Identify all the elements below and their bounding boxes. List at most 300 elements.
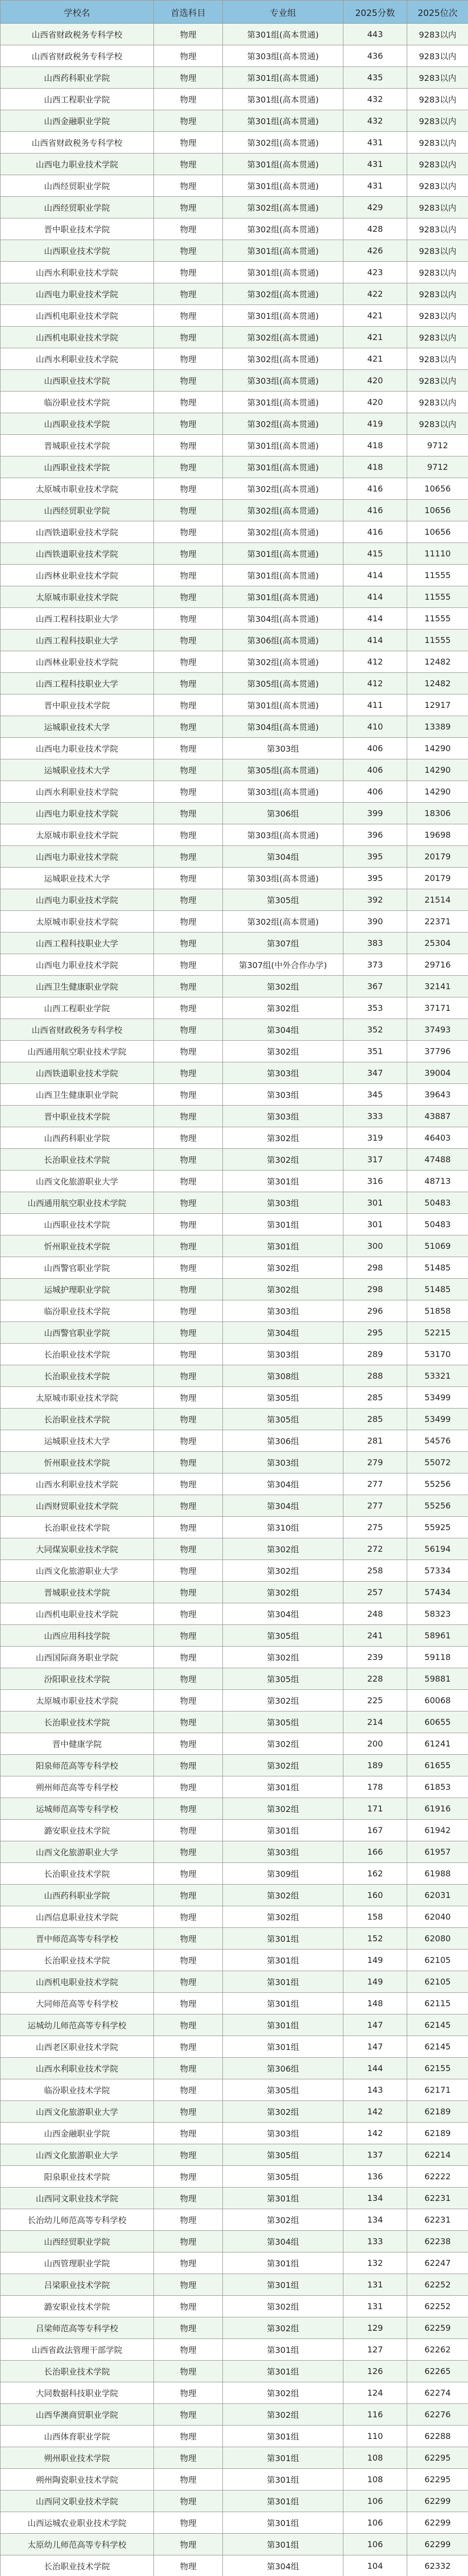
table-row — [1, 1387, 468, 1409]
rank-cell: 62155 — [407, 2058, 468, 2079]
school-name-cell: 山西国际商务职业学院 — [1, 1647, 154, 1668]
table-row — [1, 2426, 468, 2447]
first-subject-cell: 物理 — [154, 716, 223, 738]
score-cell: 396 — [343, 824, 407, 846]
table-row — [1, 392, 468, 413]
first-subject-cell: 物理 — [154, 803, 223, 824]
major-group-cell: 第301组(高本贯通) — [223, 305, 343, 327]
score-cell: 106 — [343, 2490, 407, 2512]
score-cell: 143 — [343, 2079, 407, 2101]
table-row — [1, 2555, 468, 2576]
rank-cell: 12917 — [407, 694, 468, 716]
major-group-cell: 第301组 — [223, 1214, 343, 1235]
school-name-cell: 汾阳职业技术学院 — [1, 1668, 154, 1690]
rank-cell: 37493 — [407, 1019, 468, 1041]
rank-cell: 9283以内 — [407, 348, 468, 370]
major-group-cell: 第302组(高本贯通) — [223, 911, 343, 933]
first-subject-cell: 物理 — [154, 1755, 223, 1776]
table-row — [1, 2014, 468, 2036]
rank-cell: 62189 — [407, 2101, 468, 2123]
table-row — [1, 1560, 468, 1582]
table-row — [1, 1971, 468, 1993]
major-group-cell: 第302组 — [223, 1149, 343, 1171]
score-cell: 443 — [343, 24, 407, 45]
table-row — [1, 2166, 468, 2188]
score-cell: 367 — [343, 976, 407, 997]
rank-cell: 11555 — [407, 608, 468, 630]
table-row — [1, 456, 468, 478]
school-name-cell: 山西省财政税务专科学校 — [1, 132, 154, 154]
table-row — [1, 2274, 468, 2296]
table-row — [1, 2209, 468, 2231]
school-name-cell: 山西文化旅游职业大学 — [1, 1171, 154, 1192]
table-row — [1, 738, 468, 759]
major-group-cell: 第303组 — [223, 1062, 343, 1084]
rank-cell: 10656 — [407, 521, 468, 543]
score-cell: 178 — [343, 1776, 407, 1798]
table-header — [1, 1, 468, 24]
major-group-cell: 第302组(高本贯通) — [223, 478, 343, 500]
table-row — [1, 1235, 468, 1257]
table-row — [1, 911, 468, 933]
rank-cell: 62295 — [407, 2447, 468, 2469]
first-subject-cell: 物理 — [154, 1235, 223, 1257]
school-name-cell: 山西林业职业技术学院 — [1, 565, 154, 586]
major-group-cell: 第302组 — [223, 1755, 343, 1776]
score-cell: 406 — [343, 781, 407, 803]
score-cell: 104 — [343, 2555, 407, 2576]
table-row — [1, 868, 468, 889]
school-name-cell: 山西林业职业技术学院 — [1, 651, 154, 673]
score-cell: 301 — [343, 1192, 407, 1214]
score-cell: 106 — [343, 2512, 407, 2534]
rank-cell: 51485 — [407, 1279, 468, 1300]
rank-cell: 39643 — [407, 1084, 468, 1106]
first-subject-cell: 物理 — [154, 2209, 223, 2231]
table-row — [1, 154, 468, 175]
major-group-cell: 第302组(高本贯通) — [223, 348, 343, 370]
school-name-cell: 运城职业技术大学 — [1, 759, 154, 781]
rank-cell: 9283以内 — [407, 132, 468, 154]
rank-cell: 61655 — [407, 1755, 468, 1776]
rank-cell: 9283以内 — [407, 413, 468, 435]
rank-cell: 50483 — [407, 1192, 468, 1214]
major-group-cell: 第301组 — [223, 1971, 343, 1993]
score-cell: 319 — [343, 1127, 407, 1149]
major-group-cell: 第302组 — [223, 1041, 343, 1062]
rank-cell: 51858 — [407, 1300, 468, 1322]
major-group-cell: 第301组(高本贯通) — [223, 694, 343, 716]
table-row — [1, 435, 468, 456]
first-subject-cell: 物理 — [154, 2079, 223, 2101]
table-row — [1, 1452, 468, 1473]
score-cell: 132 — [343, 2252, 407, 2274]
major-group-cell: 第304组(高本贯通) — [223, 716, 343, 738]
rank-cell: 54576 — [407, 1430, 468, 1452]
rank-cell: 11110 — [407, 543, 468, 565]
school-name-cell: 山西经贸职业学院 — [1, 2231, 154, 2252]
school-name-cell: 朔州师范高等专科学校 — [1, 1776, 154, 1798]
score-cell: 418 — [343, 435, 407, 456]
major-group-cell: 第304组 — [223, 2555, 343, 2576]
table-row — [1, 1127, 468, 1149]
table-row — [1, 1755, 468, 1776]
major-group-cell: 第301组 — [223, 2361, 343, 2382]
major-group-cell: 第305组 — [223, 1668, 343, 1690]
major-group-cell: 第301组(高本贯通) — [223, 67, 343, 89]
school-name-cell: 阳泉师范高等专科学校 — [1, 1755, 154, 1776]
rank-cell: 9283以内 — [407, 154, 468, 175]
first-subject-cell: 物理 — [154, 2447, 223, 2469]
score-cell: 395 — [343, 868, 407, 889]
score-cell: 225 — [343, 1690, 407, 1711]
major-group-cell: 第305组 — [223, 889, 343, 911]
rank-cell: 21514 — [407, 889, 468, 911]
school-name-cell: 山西应用科技学院 — [1, 1625, 154, 1647]
rank-cell: 14290 — [407, 781, 468, 803]
school-name-cell: 山西金融职业学院 — [1, 110, 154, 132]
score-cell: 147 — [343, 2036, 407, 2058]
first-subject-cell: 物理 — [154, 1387, 223, 1409]
table-row — [1, 1928, 468, 1950]
score-cell: 347 — [343, 1062, 407, 1084]
first-subject-cell: 物理 — [154, 24, 223, 45]
first-subject-cell: 物理 — [154, 2144, 223, 2166]
school-name-cell: 长治幼儿师范高等专科学校 — [1, 2209, 154, 2231]
major-group-cell: 第305组 — [223, 1387, 343, 1409]
major-group-cell: 第310组 — [223, 1517, 343, 1538]
rank-cell: 62288 — [407, 2426, 468, 2447]
rank-cell: 62231 — [407, 2209, 468, 2231]
first-subject-cell: 物理 — [154, 1733, 223, 1755]
score-cell: 431 — [343, 132, 407, 154]
rank-cell: 37171 — [407, 997, 468, 1019]
score-cell: 345 — [343, 1084, 407, 1106]
rank-cell: 32141 — [407, 976, 468, 997]
table-row — [1, 2079, 468, 2101]
rank-cell: 9283以内 — [407, 110, 468, 132]
table-row — [1, 218, 468, 240]
first-subject-cell: 物理 — [154, 89, 223, 110]
rank-cell: 55925 — [407, 1517, 468, 1538]
table-row — [1, 1711, 468, 1733]
score-cell: 200 — [343, 1733, 407, 1755]
school-name-cell: 运城师范高等专科学校 — [1, 1798, 154, 1820]
major-group-cell: 第303组 — [223, 1300, 343, 1322]
score-cell: 142 — [343, 2123, 407, 2144]
rank-cell: 9283以内 — [407, 327, 468, 348]
table-row — [1, 1019, 468, 1041]
school-name-cell: 长治职业技术学院 — [1, 1517, 154, 1538]
score-cell: 133 — [343, 2231, 407, 2252]
score-cell: 414 — [343, 608, 407, 630]
first-subject-cell: 物理 — [154, 2036, 223, 2058]
table-row — [1, 673, 468, 694]
first-subject-cell: 物理 — [154, 2231, 223, 2252]
table-row — [1, 1300, 468, 1322]
score-cell: 300 — [343, 1235, 407, 1257]
rank-cell: 62231 — [407, 2188, 468, 2209]
score-cell: 296 — [343, 1300, 407, 1322]
score-cell: 116 — [343, 2404, 407, 2426]
first-subject-cell: 物理 — [154, 500, 223, 521]
first-subject-cell: 物理 — [154, 1495, 223, 1517]
school-name-cell: 太原城市职业技术学院 — [1, 824, 154, 846]
school-name-cell: 长治职业技术学院 — [1, 1365, 154, 1387]
first-subject-cell: 物理 — [154, 197, 223, 218]
rank-cell: 62295 — [407, 2469, 468, 2490]
rank-cell: 58961 — [407, 1625, 468, 1647]
score-cell: 108 — [343, 2447, 407, 2469]
first-subject-cell: 物理 — [154, 283, 223, 305]
first-subject-cell: 物理 — [154, 673, 223, 694]
school-name-cell: 山西警官职业学院 — [1, 1257, 154, 1279]
major-group-cell: 第301组 — [223, 1776, 343, 1798]
table-row — [1, 45, 468, 67]
score-cell: 422 — [343, 283, 407, 305]
score-cell: 421 — [343, 305, 407, 327]
major-group-cell: 第308组 — [223, 1365, 343, 1387]
score-cell: 277 — [343, 1473, 407, 1495]
rank-cell: 61241 — [407, 1733, 468, 1755]
rank-cell: 9283以内 — [407, 175, 468, 197]
school-name-cell: 山西电力职业技术学院 — [1, 889, 154, 911]
major-group-cell: 第302组 — [223, 1279, 343, 1300]
major-group-cell: 第302组 — [223, 2209, 343, 2231]
rank-cell: 12482 — [407, 651, 468, 673]
major-group-cell: 第306组 — [223, 1430, 343, 1452]
score-cell: 423 — [343, 262, 407, 283]
rank-cell: 62145 — [407, 2036, 468, 2058]
school-name-cell: 吕梁师范高等专科学校 — [1, 2317, 154, 2339]
score-cell: 431 — [343, 175, 407, 197]
score-cell: 142 — [343, 2101, 407, 2123]
table-row — [1, 305, 468, 327]
score-cell: 406 — [343, 759, 407, 781]
rank-cell: 62145 — [407, 2014, 468, 2036]
table-row — [1, 630, 468, 651]
major-group-cell: 第301组 — [223, 1820, 343, 1841]
school-name-cell: 山西药科职业学院 — [1, 67, 154, 89]
first-subject-cell: 物理 — [154, 1084, 223, 1106]
major-group-cell: 第302组(高本贯通) — [223, 521, 343, 543]
first-subject-cell: 物理 — [154, 456, 223, 478]
major-group-cell: 第306组(高本贯通) — [223, 630, 343, 651]
score-cell: 131 — [343, 2274, 407, 2296]
major-group-cell: 第301组 — [223, 1928, 343, 1950]
major-group-cell: 第301组 — [223, 1171, 343, 1192]
first-subject-cell: 物理 — [154, 2339, 223, 2361]
rank-cell: 9283以内 — [407, 24, 468, 45]
first-subject-cell: 物理 — [154, 1149, 223, 1171]
first-subject-cell: 物理 — [154, 2317, 223, 2339]
score-cell: 171 — [343, 1798, 407, 1820]
major-group-cell: 第303组(高本贯通) — [223, 824, 343, 846]
major-group-cell: 第302组(高本贯通) — [223, 218, 343, 240]
major-group-cell: 第303组 — [223, 1084, 343, 1106]
score-cell: 390 — [343, 911, 407, 933]
score-cell: 418 — [343, 456, 407, 478]
score-cell: 257 — [343, 1582, 407, 1603]
score-cell: 419 — [343, 413, 407, 435]
score-cell: 333 — [343, 1106, 407, 1127]
score-cell: 131 — [343, 2296, 407, 2317]
rank-cell: 61957 — [407, 1841, 468, 1863]
rank-cell: 62259 — [407, 2317, 468, 2339]
school-name-cell: 太原城市职业技术学院 — [1, 1387, 154, 1409]
rank-cell: 62222 — [407, 2166, 468, 2188]
score-cell: 214 — [343, 1711, 407, 1733]
school-name-cell: 山西电力职业技术学院 — [1, 954, 154, 976]
table-row — [1, 478, 468, 500]
rank-cell: 10656 — [407, 500, 468, 521]
rank-cell: 62247 — [407, 2252, 468, 2274]
school-name-cell: 山西水利职业技术学院 — [1, 348, 154, 370]
score-cell: 373 — [343, 954, 407, 976]
major-group-cell: 第302组 — [223, 2296, 343, 2317]
first-subject-cell: 物理 — [154, 2404, 223, 2426]
score-cell: 149 — [343, 1950, 407, 1971]
school-name-cell: 大同数据科技职业学院 — [1, 2382, 154, 2404]
first-subject-cell: 物理 — [154, 1668, 223, 1690]
table-row — [1, 1365, 468, 1387]
school-name-cell: 太原幼儿师范高等专科学校 — [1, 2534, 154, 2555]
first-subject-cell: 物理 — [154, 889, 223, 911]
school-name-cell: 山西同文职业技术学院 — [1, 2490, 154, 2512]
school-name-cell: 山西工程职业学院 — [1, 89, 154, 110]
school-name-cell: 山西省财政税务专科学校 — [1, 1019, 154, 1041]
table-row — [1, 846, 468, 868]
table-row — [1, 1776, 468, 1798]
rank-cell: 20179 — [407, 846, 468, 868]
score-cell: 228 — [343, 1668, 407, 1690]
school-name-cell: 山西经贸职业学院 — [1, 197, 154, 218]
first-subject-cell: 物理 — [154, 262, 223, 283]
major-group-cell: 第304组 — [223, 1473, 343, 1495]
school-name-cell: 晋中师范高等专科学校 — [1, 1928, 154, 1950]
first-subject-cell: 物理 — [154, 1603, 223, 1625]
score-cell: 129 — [343, 2317, 407, 2339]
first-subject-cell: 物理 — [154, 1430, 223, 1452]
table-row — [1, 2188, 468, 2209]
table-row — [1, 327, 468, 348]
major-group-cell: 第301组(高本贯通) — [223, 154, 343, 175]
first-subject-cell: 物理 — [154, 1841, 223, 1863]
major-group-cell: 第304组 — [223, 1322, 343, 1344]
table-row — [1, 2036, 468, 2058]
school-name-cell: 山西机电职业技术学院 — [1, 1603, 154, 1625]
table-row — [1, 521, 468, 543]
major-group-cell: 第301组(高本贯通) — [223, 89, 343, 110]
table-row — [1, 694, 468, 716]
score-cell: 414 — [343, 565, 407, 586]
school-name-cell: 运城职业技术大学 — [1, 1430, 154, 1452]
rank-cell: 53499 — [407, 1409, 468, 1430]
major-group-cell: 第304组(高本贯通) — [223, 608, 343, 630]
school-name-cell: 山西药科职业学院 — [1, 1885, 154, 1906]
school-name-cell: 晋中职业技术学院 — [1, 1106, 154, 1127]
first-subject-cell: 物理 — [154, 1798, 223, 1820]
school-name-cell: 山西警官职业学院 — [1, 1322, 154, 1344]
score-cell: 431 — [343, 154, 407, 175]
score-cell: 421 — [343, 348, 407, 370]
school-name-cell: 大同师范高等专科学校 — [1, 1993, 154, 2014]
rank-cell: 46403 — [407, 1127, 468, 1149]
rank-cell: 12482 — [407, 673, 468, 694]
first-subject-cell: 物理 — [154, 1019, 223, 1041]
major-group-cell: 第302组(高本贯通) — [223, 500, 343, 521]
school-name-cell: 长治职业技术学院 — [1, 1950, 154, 1971]
school-name-cell: 山西工程科技职业大学 — [1, 608, 154, 630]
score-cell: 277 — [343, 1495, 407, 1517]
header-score: 2025分数 — [343, 1, 407, 24]
school-name-cell: 山西电力职业技术学院 — [1, 803, 154, 824]
first-subject-cell: 物理 — [154, 2361, 223, 2382]
table-row — [1, 2296, 468, 2317]
table-row — [1, 2231, 468, 2252]
major-group-cell: 第309组 — [223, 1863, 343, 1885]
school-name-cell: 山西工程职业学院 — [1, 997, 154, 1019]
table-row — [1, 500, 468, 521]
first-subject-cell: 物理 — [154, 1300, 223, 1322]
major-group-cell: 第301组 — [223, 2447, 343, 2469]
score-cell: 416 — [343, 521, 407, 543]
school-name-cell: 运城幼儿师范高等专科学校 — [1, 2014, 154, 2036]
score-cell: 272 — [343, 1538, 407, 1560]
table-row — [1, 2058, 468, 2079]
table-row — [1, 1798, 468, 1820]
rank-cell: 22371 — [407, 911, 468, 933]
rank-cell: 9283以内 — [407, 370, 468, 392]
score-cell: 258 — [343, 1560, 407, 1582]
school-name-cell: 忻州职业技术学院 — [1, 1452, 154, 1473]
rank-cell: 62105 — [407, 1971, 468, 1993]
first-subject-cell: 物理 — [154, 1279, 223, 1300]
first-subject-cell: 物理 — [154, 2555, 223, 2576]
first-subject-cell: 物理 — [154, 413, 223, 435]
table-row — [1, 262, 468, 283]
score-cell: 285 — [343, 1409, 407, 1430]
table-row — [1, 240, 468, 262]
school-name-cell: 晋中健康学院 — [1, 1733, 154, 1755]
first-subject-cell: 物理 — [154, 2469, 223, 2490]
school-name-cell: 山西经贸职业学院 — [1, 175, 154, 197]
table-row — [1, 1647, 468, 1668]
rank-cell: 57334 — [407, 1560, 468, 1582]
rank-cell: 18306 — [407, 803, 468, 824]
rank-cell: 25304 — [407, 933, 468, 954]
major-group-cell: 第302组 — [223, 1538, 343, 1560]
first-subject-cell: 物理 — [154, 824, 223, 846]
school-name-cell: 临汾职业技术学院 — [1, 1300, 154, 1322]
school-name-cell: 山西机电职业技术学院 — [1, 305, 154, 327]
major-group-cell: 第302组(高本贯通) — [223, 327, 343, 348]
first-subject-cell: 物理 — [154, 1473, 223, 1495]
major-group-cell: 第301组(高本贯通) — [223, 262, 343, 283]
table-row — [1, 1430, 468, 1452]
school-name-cell: 山西职业技术学院 — [1, 413, 154, 435]
first-subject-cell: 物理 — [154, 110, 223, 132]
major-group-cell: 第303组 — [223, 1452, 343, 1473]
school-name-cell: 山西金融职业学院 — [1, 2123, 154, 2144]
rank-cell: 55256 — [407, 1473, 468, 1495]
rank-cell: 59881 — [407, 1668, 468, 1690]
school-name-cell: 山西省政法管理干部学院 — [1, 2339, 154, 2361]
school-name-cell: 山西老区职业技术学院 — [1, 2036, 154, 2058]
table-row — [1, 1733, 468, 1755]
score-cell: 108 — [343, 2469, 407, 2490]
major-group-cell: 第303组 — [223, 2123, 343, 2144]
